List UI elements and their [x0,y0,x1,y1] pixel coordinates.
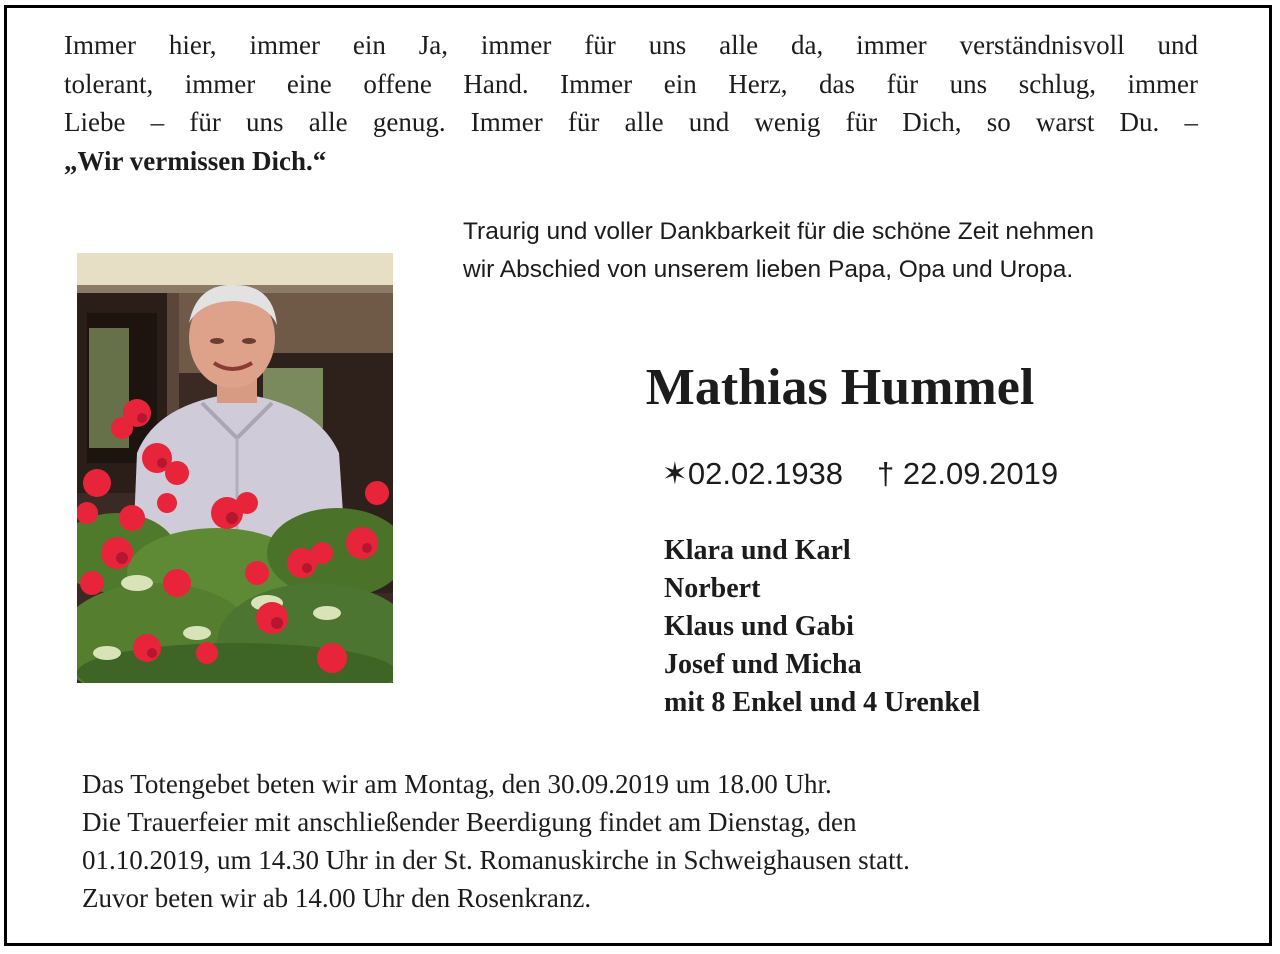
farewell-line: wir Abschied von unserem lieben Papa, Opa und Uropa. [463,256,1074,283]
birth-star-icon: ✶ [661,456,688,491]
mourner-entry: Norbert [664,573,761,604]
portrait-illustration [77,253,393,683]
mourner-entry: mit 8 Enkel und 4 Urenkel [664,687,981,718]
farewell-line: Traurig und voller Dankbarkeit für die schöne Zeit nehmen [463,218,1094,245]
service-line: Zuvor beten wir ab 14.00 Uhr den Rosenkranz. [82,883,592,913]
deceased-name: Mathias Hummel [645,359,1035,416]
birth-date: 02.02.1938 [687,456,844,491]
intro-line: Liebe – für uns alle genug. Immer für alle und wenig für Dich, so warst Du. – [64,107,1198,137]
mourners-list [664,532,1224,722]
intro-poem [64,26,1198,180]
mourner-entry: Klara und Karl [664,535,851,566]
service-line: Das Totengebet beten wir am Montag, den 30.09.2019 um 18.00 Uhr. [82,769,832,799]
death-cross-icon: † [877,456,895,491]
intro-line: Immer hier, immer ein Ja, immer für uns alle da, immer verständnisvoll und [64,30,1198,60]
mourner-entry: Josef und Micha [664,649,862,680]
farewell-text [463,213,1253,289]
life-dates [600,452,1120,496]
intro-closing: „Wir vermissen Dich.“ [64,145,327,176]
portrait-photo [77,253,393,683]
service-line: Die Trauerfeier mit anschließender Beerdigung findet am Dienstag, den [82,807,857,837]
service-info [82,765,1242,917]
service-line: 01.10.2019, um 14.30 Uhr in der St. Romanuskirche in Schweighausen statt. [82,845,910,875]
mourner-entry: Klaus und Gabi [664,611,854,642]
intro-line: tolerant, immer eine offene Hand. Immer ein Herz, das für uns schlug, immer [64,68,1198,99]
death-date: 22.09.2019 [902,456,1059,491]
